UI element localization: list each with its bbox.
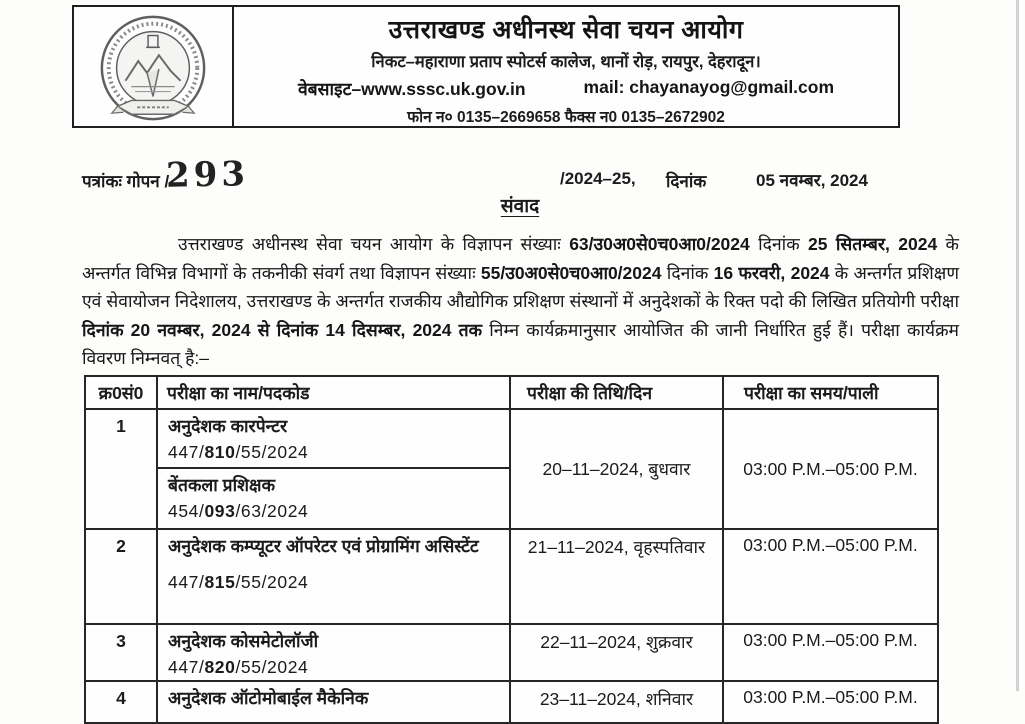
- org-title: उत्तराखण्ड अधीनस्थ सेवा चयन आयोग: [388, 16, 744, 44]
- para-seg: निम्न कार्यक्रमानुसार आयोजित की जानी निर्धारित हुई हैं। परीक्षा कार्यक्रम विवरण निम्नवत् है:–: [82, 319, 959, 369]
- post-name: अनुदेशक कम्प्यूटर ऑपरेटर एवं प्रोग्रामिंग असिस्टेंट: [168, 536, 479, 556]
- subject-heading-wrap: [82, 192, 958, 218]
- org-web-mail-line: [298, 77, 834, 101]
- post-code: [168, 499, 503, 523]
- exam-time: 03:00 P.M.–05:00 P.M.: [743, 630, 918, 650]
- post-entry: [158, 625, 509, 679]
- post-code-pre: 447/: [168, 657, 205, 677]
- advert-number-2: 55/उ0अ0से0च0आ0/2024: [480, 262, 662, 283]
- post-name: बेंतकला प्रशिक्षक: [168, 475, 276, 495]
- advert-date-2: 16 फरवरी, 2024: [713, 262, 830, 283]
- org-address: निकट–महाराणा प्रताप स्पोटर्स कालेज, थानों रोड़, रायपुर, देहरादून।: [371, 53, 761, 71]
- post-entry: [158, 682, 509, 711]
- letter-date-label: दिनांक: [666, 172, 707, 191]
- post-code-post: /55/2024: [235, 657, 309, 677]
- notice-body-paragraph: [82, 230, 959, 373]
- post-name: अनुदेशक कारपेन्टर: [168, 416, 288, 436]
- para-seg: दिनांक: [661, 262, 714, 283]
- table-row: [86, 530, 937, 625]
- subject-heading: संवाद: [500, 196, 540, 217]
- para-seg: के अन्तर्गत विभिन्न विभागों के तकनीकी संवर्ग तथा विज्ञापन संख्याः: [82, 234, 959, 283]
- scan-page-edge-artifact: [1016, 0, 1019, 691]
- exam-date: 23–11–2024, शनिवार: [539, 689, 694, 709]
- post-code: [168, 655, 501, 679]
- post-name: अनुदेशक कोसमेटोलॉजी: [168, 631, 319, 651]
- post-code-pre: 454/: [168, 501, 205, 521]
- serial-number: 2: [116, 536, 126, 556]
- para-seg: के अन्तर्गत प्रशिक्षण एवं सेवायोजन निदेशालय, उत्तराखण्ड के अन्तर्गत राजकीय औद्योगिक प्रशिक्षण संस्थानों में अनुदेशकों के रिक्त पदो की लिखित प्रतियोगी परीक्षा: [82, 262, 959, 312]
- table-row: [86, 625, 937, 682]
- post-code: [168, 570, 501, 594]
- exam-date-range: दिनांक 20 नवम्बर, 2024 से दिनांक 14 दिसम्बर, 2024 तक: [82, 319, 483, 340]
- exam-date: 22–11–2024, शुक्रवार: [540, 632, 693, 652]
- uksssc-emblem-icon: [94, 8, 212, 126]
- exam-time: 03:00 P.M.–05:00 P.M.: [743, 535, 918, 555]
- serial-number: 1: [116, 416, 126, 436]
- post-code-mid: 093: [204, 501, 236, 521]
- advert-date-1: 25 सितम्बर, 2024: [808, 234, 938, 254]
- ref-number-suffix: /2024–25,: [560, 169, 636, 188]
- col-header-exam-name: परीक्षा का नाम/पदकोड: [158, 377, 511, 408]
- table-header-row: [86, 377, 937, 410]
- col-header-exam-time: परीक्षा का समय/पाली: [744, 382, 879, 403]
- post-code-pre: 447/: [168, 442, 205, 462]
- post-entry: [158, 410, 509, 469]
- exam-time: 03:00 P.M.–05:00 P.M.: [743, 458, 918, 479]
- org-phone-fax: फोन न० 0135–2669658 फैक्स न0 0135–2672902: [407, 109, 725, 126]
- exam-time: 03:00 P.M.–05:00 P.M.: [743, 687, 918, 707]
- ref-number-prefix: पत्रांकः गोपन /: [82, 172, 170, 191]
- table-row: [86, 410, 937, 530]
- post-name: अनुदेशक ऑटोमोबाईल मैकेनिक: [168, 688, 369, 708]
- letter-date-value: 05 नवम्बर, 2024: [756, 171, 868, 190]
- advert-number-1: 63/उ0अ0से0च0आ0/2024: [569, 234, 750, 254]
- post-code-pre: 447/: [168, 572, 205, 592]
- post-code-post: /55/2024: [235, 442, 309, 462]
- letterhead-box: [72, 5, 900, 128]
- serial-number: 3: [116, 631, 126, 651]
- org-website: वेबसाइट–www.sssc.uk.gov.in: [297, 79, 526, 99]
- emblem-cell: [74, 7, 234, 126]
- col-header-serial: क्र0सं0: [86, 377, 158, 408]
- post-code-mid: 810: [204, 442, 236, 462]
- post-entry: [158, 530, 509, 594]
- post-code-post: /63/2024: [235, 501, 309, 521]
- para-seg: उत्तराखण्ड अधीनस्थ सेवा चयन आयोग के विज्ञापन संख्याः: [178, 234, 570, 254]
- serial-number: 4: [116, 688, 126, 708]
- table-row-partial: [86, 682, 937, 722]
- post-code-mid: 820: [204, 657, 236, 677]
- post-code-post: /55/2024: [235, 572, 309, 592]
- exam-date: 21–11–2024, वृहस्पतिवार: [527, 537, 706, 557]
- exam-date: 20–11–2024, बुधवार: [542, 459, 691, 479]
- post-code: [168, 440, 503, 464]
- para-seg: दिनांक: [749, 234, 809, 254]
- org-email: mail: chayanayog@gmail.com: [583, 77, 835, 97]
- col-header-exam-date: परीक्षा की तिथि/दिन: [511, 377, 724, 408]
- exam-schedule-table: [84, 375, 939, 724]
- letterhead-text: [234, 7, 898, 126]
- ref-number-handwritten: 293: [165, 154, 250, 196]
- post-code-mid: 815: [204, 572, 236, 592]
- post-entry: [158, 469, 509, 528]
